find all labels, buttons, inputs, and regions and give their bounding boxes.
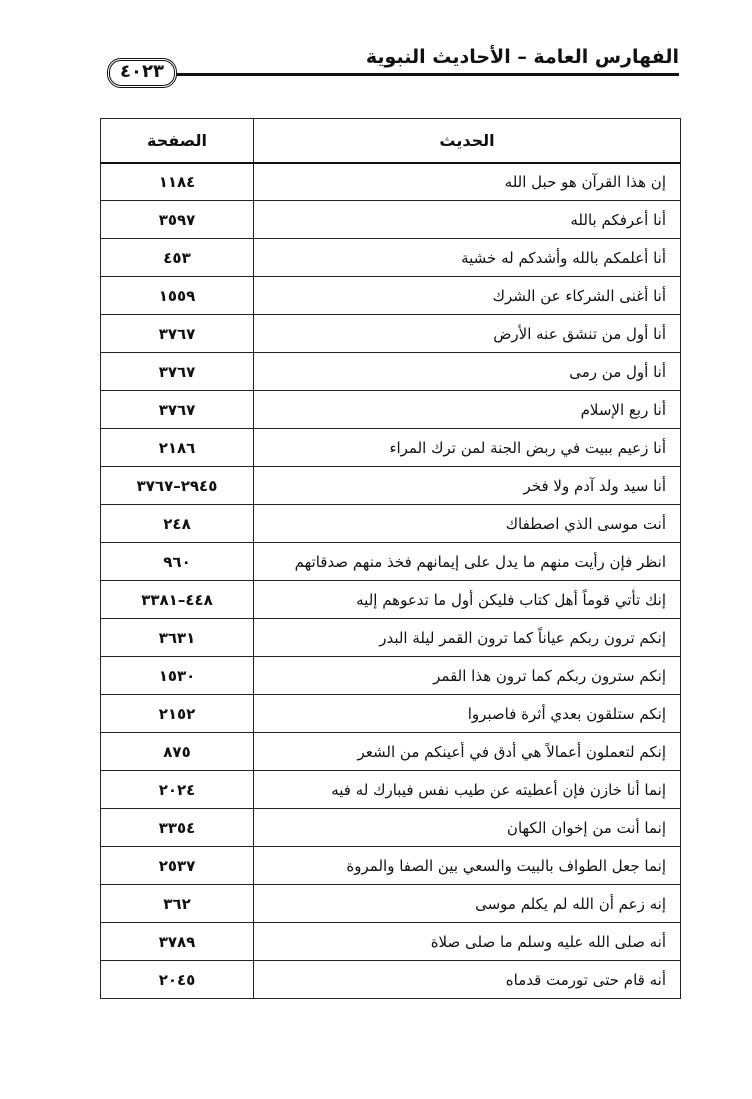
hadith-text: أنا أغنى الشركاء عن الشرك (254, 277, 681, 315)
table-row (101, 581, 681, 619)
page-reference: ١٥٣٠ (101, 657, 254, 695)
table-row (101, 771, 681, 809)
hadith-text: أنا زعيم ببيت في ربض الجنة لمن ترك المراء (254, 429, 681, 467)
page-reference: ٣٧٨٩ (101, 923, 254, 961)
page-reference: ٤٥٣ (101, 239, 254, 277)
hadith-text: أنت موسى الذي اصطفاك (254, 505, 681, 543)
hadith-text: أنا أعلمكم بالله وأشدكم له خشية (254, 239, 681, 277)
hadith-text: أنا أول من تنشق عنه الأرض (254, 315, 681, 353)
page-reference: ٨٧٥ (101, 733, 254, 771)
hadith-text: إنكم سترون ربكم كما ترون هذا القمر (254, 657, 681, 695)
page-reference: ٣٧٦٧ (101, 315, 254, 353)
running-title: الفهارس العامة – الأحاديث النبوية (365, 46, 679, 68)
page-reference: ٢١٨٦ (101, 429, 254, 467)
hadith-text: أنه صلى الله عليه وسلم ما صلى صلاة (254, 923, 681, 961)
page-reference: ٣٧٦٧ (101, 391, 254, 429)
hadith-text: إنكم ستلقون بعدي أثرة فاصبروا (254, 695, 681, 733)
page-reference: ٢٠٢٤ (101, 771, 254, 809)
table-row (101, 847, 681, 885)
table-row (101, 543, 681, 581)
page-reference: ٢٩٤٥–٣٧٦٧ (101, 467, 254, 505)
table-row (101, 695, 681, 733)
table-row (101, 201, 681, 239)
table-row (101, 619, 681, 657)
page-reference: ٣٦٢ (101, 885, 254, 923)
page-reference: ٤٤٨–٣٣٨١ (101, 581, 254, 619)
hadith-text: أنا أعرفكم بالله (254, 201, 681, 239)
column-header-hadith: الحديث (254, 119, 681, 163)
hadith-text: إنكم ترون ربكم عياناً كما ترون القمر ليلة البدر (254, 619, 681, 657)
hadith-text: أنا سيد ولد آدم ولا فخر (254, 467, 681, 505)
hadith-text: إنكم لتعملون أعمالاً هي أدق في أعينكم من الشعر (254, 733, 681, 771)
page-reference: ١١٨٤ (101, 163, 254, 201)
page-reference: ٢٥٣٧ (101, 847, 254, 885)
hadith-text: إنه زعم أن الله لم يكلم موسى (254, 885, 681, 923)
table-header-row (101, 119, 681, 163)
page-reference: ٢٤٨ (101, 505, 254, 543)
hadith-text: انظر فإن رأيت منهم ما يدل على إيمانهم فخذ منهم صدقاتهم (254, 543, 681, 581)
page-reference: ٣٣٥٤ (101, 809, 254, 847)
hadith-text: أنه قام حتى تورمت قدماه (254, 961, 681, 999)
table-row (101, 809, 681, 847)
hadith-text: إنما أنا خازن فإن أعطيته عن طيب نفس فيبارك له فيه (254, 771, 681, 809)
table-row (101, 239, 681, 277)
table-row (101, 961, 681, 999)
hadith-text: إنما أنت من إخوان الكهان (254, 809, 681, 847)
table-row (101, 505, 681, 543)
table-row (101, 353, 681, 391)
hadith-index-table (100, 118, 681, 999)
page-reference: ٣٥٩٧ (101, 201, 254, 239)
table-row (101, 923, 681, 961)
column-header-page: الصفحة (101, 119, 254, 163)
hadith-text: أنا أول من رمى (254, 353, 681, 391)
page-reference: ٢١٥٢ (101, 695, 254, 733)
page-header (107, 40, 679, 92)
table-row (101, 429, 681, 467)
table-row (101, 391, 681, 429)
page-reference: ٩٦٠ (101, 543, 254, 581)
table-body (101, 163, 681, 999)
hadith-text: إنما جعل الطواف بالبيت والسعي بين الصفا والمروة (254, 847, 681, 885)
hadith-text: أنا ربع الإسلام (254, 391, 681, 429)
table-row (101, 657, 681, 695)
page-reference: ١٥٥٩ (101, 277, 254, 315)
page-number-badge: ٤٠٢٣ (107, 58, 177, 88)
table-row (101, 467, 681, 505)
hadith-text: إن هذا القرآن هو حبل الله (254, 163, 681, 201)
table-row (101, 733, 681, 771)
table-row (101, 315, 681, 353)
page-reference: ٣٦٣١ (101, 619, 254, 657)
table-row (101, 277, 681, 315)
table-row (101, 163, 681, 201)
page-reference: ٣٧٦٧ (101, 353, 254, 391)
table-row (101, 885, 681, 923)
page-reference: ٢٠٤٥ (101, 961, 254, 999)
hadith-text: إنك تأتي قوماً أهل كتاب فليكن أول ما تدعوهم إليه (254, 581, 681, 619)
